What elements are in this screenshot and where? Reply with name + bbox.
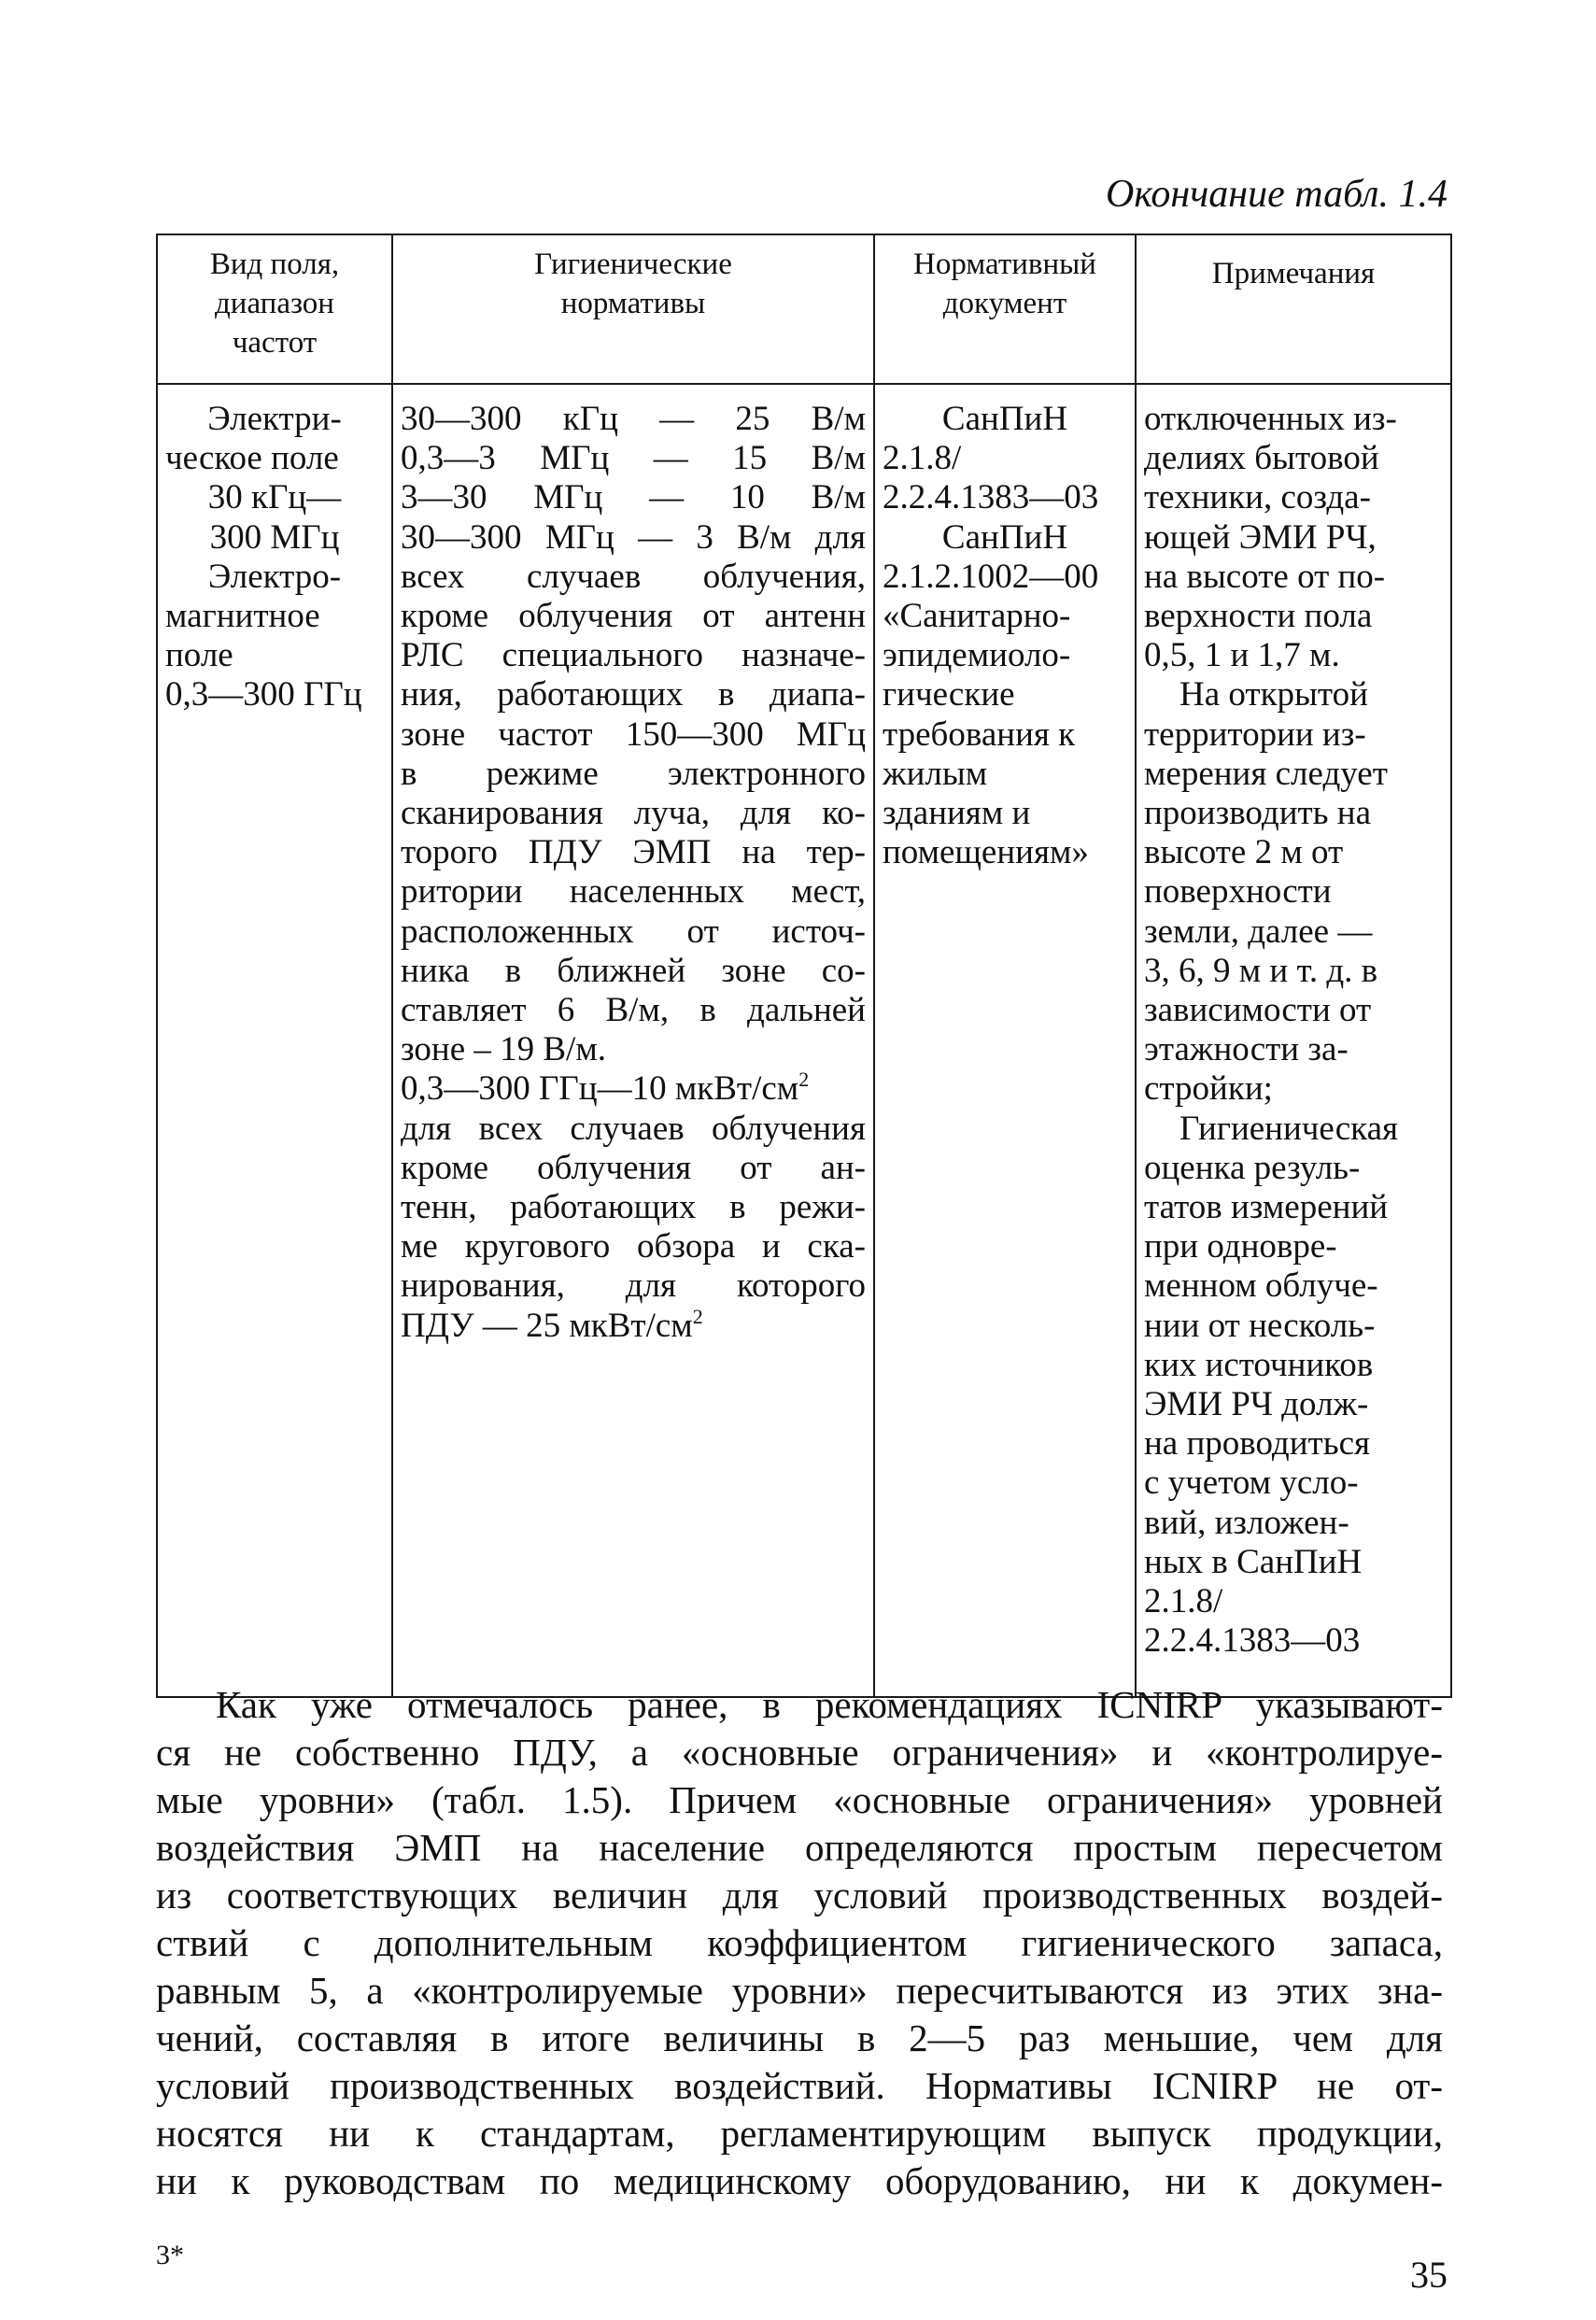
col1-line: Электро-: [207, 557, 342, 596]
col4-line: техники, созда-: [1144, 478, 1371, 517]
col1-line: ческое поле: [165, 439, 339, 478]
col4-line: поверхности: [1144, 872, 1332, 912]
cell-field-type: [157, 384, 392, 1697]
norms-table: [156, 233, 1452, 1698]
col1-line: 300 МГц: [209, 517, 340, 557]
col4-line: зависимости от: [1144, 991, 1372, 1030]
col2-line: нирования, для которого: [401, 1266, 866, 1306]
col4-line: нии от несколь-: [1144, 1306, 1376, 1345]
header-line: Нормативный: [913, 248, 1096, 281]
paragraph-line: носятся ни к стандартам, регламентирующим выпуск продукции,: [156, 2112, 1443, 2155]
col2-line: 30—300 кГц — 25 В/м: [401, 400, 866, 438]
col2-line: для всех случаев облучения: [401, 1109, 866, 1148]
col3-line: гические: [883, 675, 1015, 714]
footnote-mark: 3*: [156, 2240, 184, 2270]
col4-line: при одновре-: [1144, 1227, 1337, 1266]
col4-line: ЭМИ РЧ долж-: [1144, 1385, 1369, 1424]
col1-line: поле: [165, 636, 233, 675]
col3-line: 2.1.2.1002—00: [883, 557, 1099, 596]
col2-line: сканирования луча, для ко-: [401, 794, 866, 833]
col3-line: 2.2.4.1383—03: [883, 478, 1099, 517]
col4-line: делиях бытовой: [1144, 439, 1379, 478]
col4-line: на проводиться: [1144, 1424, 1371, 1464]
col2-line: всех случаев облучения,: [401, 557, 866, 596]
col3-line: СанПиН: [941, 517, 1068, 557]
col4-line: территории из-: [1144, 714, 1366, 754]
col4-line: На открытой: [1179, 675, 1368, 714]
col4-line: 3, 6, 9 м и т. д. в: [1144, 951, 1378, 990]
col2-line: ритории населенных мест,: [401, 872, 866, 912]
col3-line: помещениям»: [883, 833, 1089, 872]
col1-line: Электри-: [207, 400, 342, 438]
col2-line: ника в ближней зоне со-: [401, 951, 866, 990]
paragraph-line: равным 5, а «контролируемые уровни» пересчитываются из этих зна-: [156, 1969, 1443, 2012]
paragraph-line: условий производственных воздействий. Нормативы ICNIRP не от-: [156, 2064, 1443, 2107]
paragraph-line: ни к руководствам по медицинскому оборудованию, ни к докумен-: [156, 2159, 1443, 2202]
col2-line: 0,3—3 МГц — 15 В/м: [401, 439, 866, 478]
cell-normative-document: [874, 384, 1136, 1697]
col3-line: требования к: [883, 714, 1076, 754]
col4-line: производить на: [1144, 794, 1372, 833]
col4-line: менном облуче-: [1144, 1266, 1378, 1306]
col3-line: зданиям и: [883, 794, 1031, 833]
col4-line: с учетом усло-: [1144, 1464, 1359, 1503]
col4-line: ющей ЭМИ РЧ,: [1144, 517, 1377, 557]
col2-line: зоне – 19 В/м.: [401, 1030, 606, 1069]
col2-line: расположенных от источ-: [401, 912, 866, 951]
header-line: диапазон: [215, 287, 334, 320]
col4-line: вий, изложен-: [1144, 1503, 1349, 1542]
col2-line: зоне частот 150—300 МГц: [401, 714, 866, 754]
header-line: Примечания: [1211, 257, 1376, 290]
col4-line: верхности пола: [1144, 597, 1373, 636]
col3-line: эпидемиоло-: [883, 636, 1071, 675]
col4-line: земли, далее —: [1144, 912, 1373, 951]
col4-line: мерения следует: [1144, 754, 1388, 793]
col2-line: 30—300 МГц — 3 В/м для: [401, 517, 866, 557]
header-line: частот: [232, 326, 318, 360]
col2-line: торого ПДУ ЭМП на тер-: [401, 833, 866, 872]
body-paragraph: [156, 1681, 1443, 2205]
col4-line: оценка резуль-: [1144, 1148, 1361, 1187]
superscript: 2: [798, 1068, 810, 1092]
header-line: Гигиенические: [534, 248, 732, 281]
col2-line: ния, работающих в диапа-: [401, 675, 866, 714]
header-hygienic-norms: [392, 234, 874, 384]
col3-line: «Санитарно-: [883, 597, 1071, 636]
table-caption: Окончание табл. 1.4: [1106, 173, 1448, 216]
header-normative-document: [874, 234, 1136, 384]
col4-line: отключенных из-: [1144, 400, 1397, 438]
col4-line: 0,5, 1 и 1,7 м.: [1144, 636, 1340, 675]
cell-hygienic-norms: [392, 384, 874, 1697]
header-field-type: [157, 234, 392, 384]
col4-line: ных в СанПиН: [1144, 1542, 1363, 1581]
col3-line: 2.1.8/: [883, 439, 962, 478]
col2-line: кроме облучения от ан-: [401, 1148, 866, 1187]
paragraph-line: Как уже отмечалось ранее, в рекомендациях ICNIRP указывают-: [216, 1683, 1443, 1726]
col2-line: ме кругового обзора и ска-: [401, 1227, 866, 1266]
col4-line: 2.1.8/: [1144, 1582, 1223, 1621]
table-header-row: [157, 234, 1451, 384]
col4-line: стройки;: [1144, 1069, 1273, 1109]
paragraph-line: воздействия ЭМП на население определяются простым пересчетом: [156, 1826, 1443, 1869]
page-number: 35: [1410, 2254, 1448, 2296]
col4-line: этажности за-: [1144, 1030, 1349, 1069]
header-notes: [1136, 234, 1451, 384]
col1-line: магнитное: [165, 597, 320, 636]
col2-line: ставляет 6 В/м, в дальней: [401, 991, 866, 1030]
header-line: Вид поля,: [209, 248, 340, 281]
paragraph-line: чений, составляя в итоге величины в 2—5 раз меньшие, чем для: [156, 2016, 1443, 2059]
col2-line: кроме облучения от антенн: [401, 597, 866, 636]
col3-line: СанПиН: [941, 400, 1068, 438]
col4-line: татов измерений: [1144, 1188, 1389, 1227]
col2-line: в режиме электронного: [401, 754, 866, 793]
paragraph-line: из соответствующих величин для условий производственных воздей-: [156, 1874, 1443, 1917]
superscript: 2: [692, 1304, 703, 1328]
header-line: документ: [942, 287, 1067, 320]
col4-line: высоте 2 м от: [1144, 833, 1344, 872]
col2-line: 3—30 МГц — 10 В/м: [401, 478, 866, 517]
col2-line: ПДУ — 25 мкВт/$см^2$: [401, 1304, 703, 1345]
col1-line: 0,3—300 ГГц: [165, 675, 362, 714]
paragraph-line: ствий с дополнительным коэффициентом гигиенического запаса,: [156, 1921, 1443, 1964]
cell-notes: [1136, 384, 1451, 1697]
col2-line: 0,3—300 ГГц—10 мкВт/$см^2$: [401, 1068, 810, 1109]
paragraph-line: мые уровни» (табл. 1.5). Причем «основные ограничения» уровней: [156, 1778, 1443, 1821]
col3-line: жилым: [883, 754, 988, 793]
col4-line: ких источников: [1144, 1345, 1374, 1384]
col4-line: на высоте от по-: [1144, 557, 1386, 596]
col2-line: РЛС специального назначе-: [401, 636, 866, 675]
paragraph-line: ся не собственно ПДУ, а «основные ограничения» и «контролируе-: [156, 1731, 1443, 1774]
header-line: нормативы: [560, 287, 706, 320]
col4-line: Гигиеническая: [1179, 1109, 1399, 1148]
col2-line: тенн, работающих в режи-: [401, 1188, 866, 1227]
table-row: [157, 384, 1451, 1697]
col4-line: 2.2.4.1383—03: [1144, 1621, 1361, 1661]
col1-line: 30 кГц—: [207, 478, 342, 517]
